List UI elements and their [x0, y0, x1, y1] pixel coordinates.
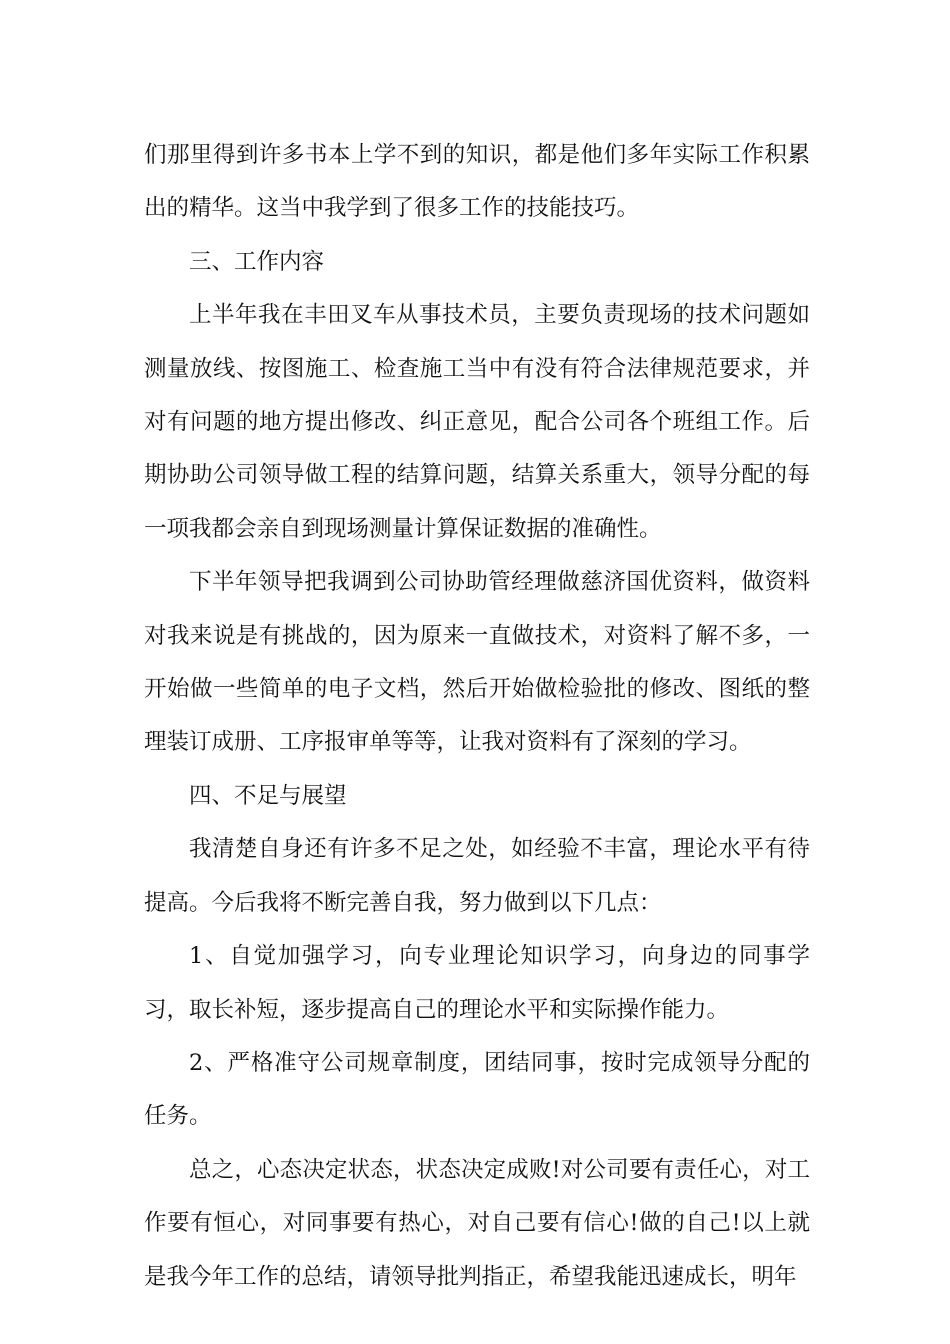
list-item-2: 2、严格准守公司规章制度，团结同事，按时完成领导分配的任务。: [144, 1049, 810, 1130]
section-heading-shortcomings: 四、不足与展望: [189, 782, 347, 809]
section-heading-work-content: 三、工作内容: [189, 248, 325, 275]
paragraph-continuation: 们那里得到许多书本上学不到的知识，都是他们多年实际工作积累出的精华。这当中我学到了很多工作的技能技巧。: [144, 142, 810, 222]
paragraph-second-half-year: 下半年领导把我调到公司协助管经理做慈济国优资料，做资料对我来说是有挑战的，因为原来一直做技术，对资料了解不多，一开始做一些简单的电子文档，然后开始做检验批的修改、图纸的整理装订成册、工序报审单等等，让我对资料有了深刻的学习。: [144, 569, 810, 756]
list-item-1: 1、自觉加强学习，向专业理论知识学习，向身边的同事学习，取长补短，逐步提高自己的理论水平和实际操作能力。: [144, 943, 810, 1023]
document-body: [144, 129, 810, 1304]
paragraph-self-assessment: 我清楚自身还有许多不足之处，如经验不丰富，理论水平有待提高。今后我将不断完善自我，努力做到以下几点：: [144, 836, 810, 916]
paragraph-first-half-year: 上半年我在丰田叉车从事技术员，主要负责现场的技术问题如测量放线、按图施工、检查施工当中有没有符合法律规范要求，并对有问题的地方提出修改、纠正意见，配合公司各个班组工作。后期协助公司领导做工程的结算问题，结算关系重大，领导分配的每一项我都会亲自到现场测量计算保证数据的准确性。: [144, 302, 810, 542]
paragraph-conclusion: 总之，心态决定状态，状态决定成败!对公司要有责任心，对工作要有恒心，对同事要有热心，对自己要有信心!做的自己!以上就是我今年工作的总结，请领导批判指正，希望我能迅速成长，明年: [144, 1156, 810, 1290]
